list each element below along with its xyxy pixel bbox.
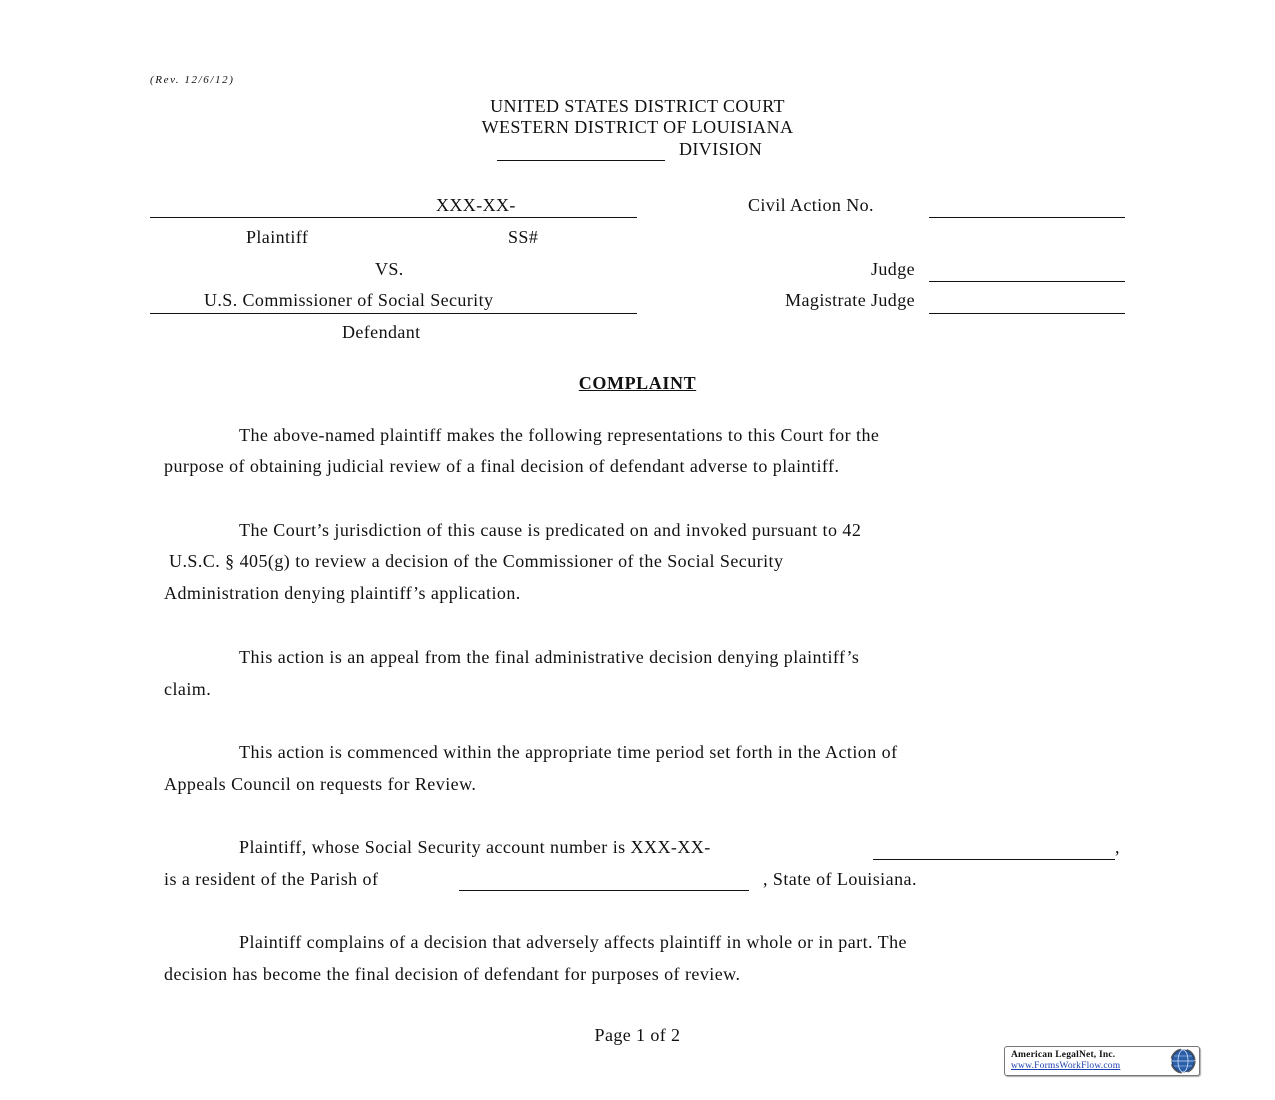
paragraph-4-line-1: This action is commenced within the appropriate time period set forth in the Action of [239,742,898,762]
logo-url-link[interactable]: www.FormsWorkFlow.com [1011,1061,1121,1071]
paragraph-3-line-2: claim. [164,679,212,699]
ss-number-blank[interactable] [873,859,1115,860]
plaintiff-name-line[interactable] [150,217,637,218]
paragraph-1-line-1: The above-named plaintiff makes the following representations to this Court for the [239,425,880,445]
paragraph-4-line-2: Appeals Council on requests for Review. [164,774,477,794]
judge-blank[interactable] [929,281,1125,282]
paragraph-2-line-3: Administration denying plaintiff’s application. [164,583,521,603]
logo-company-name: American LegalNet, Inc. [1011,1050,1116,1060]
magistrate-judge-label: Magistrate Judge [785,290,915,310]
complaint-title: COMPLAINT [578,373,697,393]
paragraph-2-line-1: The Court’s jurisdiction of this cause is predicated on and invoked pursuant to 42 [239,520,862,540]
american-legalnet-logo[interactable] [1004,1046,1200,1076]
paragraph-3-line-1: This action is an appeal from the final administrative decision denying plaintiff’s [239,647,860,667]
paragraph-5-line-2-start: is a resident of the Parish of [164,869,379,889]
paragraph-5-comma: , [1115,837,1120,857]
parish-blank[interactable] [459,890,749,891]
paragraph-6-line-2: decision has become the final decision of defendant for purposes of review. [164,964,741,984]
ss-prefix: XXX-XX- [436,195,516,215]
ss-label: SS# [508,227,539,247]
division-label: DIVISION [679,139,763,159]
magistrate-judge-blank[interactable] [929,313,1125,314]
paragraph-6-line-1: Plaintiff complains of a decision that adversely affects plaintiff in whole or in part. The [239,932,907,952]
plaintiff-label: Plaintiff [246,227,309,247]
defendant-label: Defendant [342,322,421,342]
paragraph-2-line-2: U.S.C. § 405(g) to review a decision of the Commissioner of the Social Security [169,551,784,571]
defendant-name: U.S. Commissioner of Social Security [204,290,494,310]
judge-label: Judge [871,259,915,279]
civil-action-label: Civil Action No. [748,195,874,215]
district-name: WESTERN DISTRICT OF LOUISIANA [481,117,794,137]
page-number: Page 1 of 2 [594,1025,681,1045]
revision-note: (Rev. 12/6/12) [150,74,235,86]
division-blank[interactable] [497,160,665,161]
globe-icon [1170,1048,1196,1074]
paragraph-5-line-1: Plaintiff, whose Social Security account number is XXX-XX- [239,837,711,857]
civil-action-blank[interactable] [929,217,1125,218]
court-name: UNITED STATES DISTRICT COURT [490,96,785,116]
paragraph-5-line-2-end: , State of Louisiana. [763,869,917,889]
defendant-line [150,313,637,314]
versus-label: VS. [375,259,404,279]
paragraph-1-line-2: purpose of obtaining judicial review of a final decision of defendant adverse to plaintiff. [164,456,840,476]
